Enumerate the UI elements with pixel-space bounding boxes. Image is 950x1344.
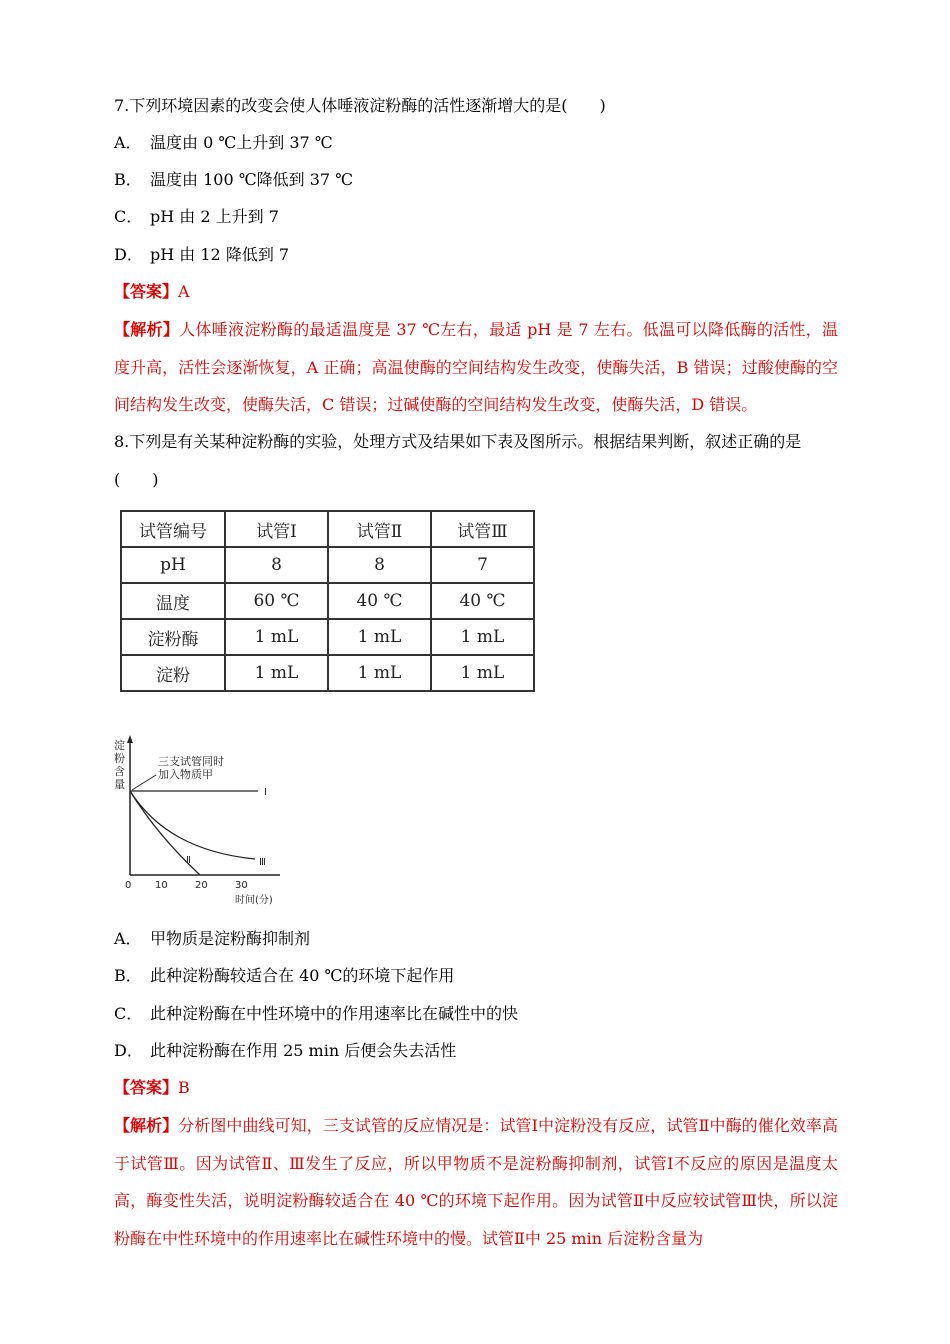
q7-analysis [114,311,838,424]
q7-option-c [114,206,279,228]
option-text: 此种淀粉酶在作用 25 min 后便会失去活性 [150,1041,457,1060]
table-cell: 淀粉 [121,655,225,691]
answer-tag: 【答案】 [114,282,179,301]
q8-option-b [114,965,454,987]
table-cell: 1 mL [328,619,431,655]
annotation-line2: 加入物质甲 [158,768,213,781]
table-cell: 1 mL [225,619,328,655]
option-letter: B． [114,170,142,189]
option-letter: C． [114,207,143,226]
y-label-char: 量 [114,778,125,791]
answer-value: B [178,1078,190,1097]
annotation-pointer [132,775,156,790]
q8-option-a [114,928,310,950]
table-cell: 40 ℃ [431,583,534,619]
table-header-cell: 试管Ⅰ [225,511,328,547]
x-tick: 20 [195,880,208,891]
y-label-char: 淀 [114,739,125,752]
table-header-cell: 试管Ⅱ [328,511,431,547]
table-header-cell: 试管编号 [121,511,225,547]
table-cell: 1 mL [328,655,431,691]
q8-option-d [114,1040,456,1062]
q8-answer [114,1077,190,1099]
table-header-cell: 试管Ⅲ [431,511,534,547]
table-row [121,655,534,691]
y-label-char: 含 [114,765,125,778]
option-text: 此种淀粉酶较适合在 40 ℃的环境下起作用 [150,966,455,985]
q7-option-d [114,244,289,266]
option-text: 温度由 100 ℃降低到 37 ℃ [150,170,354,189]
q7-option-b [114,169,353,191]
option-letter: C． [114,1004,143,1023]
option-letter: A． [114,133,142,152]
option-letter: B． [114,966,142,985]
starch-content-figure [110,735,290,910]
table-cell: 40 ℃ [328,583,431,619]
answer-value: A [178,282,190,301]
y-axis-arrow [127,735,133,743]
analysis-text: 分析图中曲线可知，三支试管的反应情况是：试管Ⅰ中淀粉没有反应，试管Ⅱ中酶的催化效率高于试管Ⅲ。因为试管Ⅱ、Ⅲ发生了反应，所以甲物质不是淀粉酶抑制剂，试管Ⅰ不反应的原因是温度太高，酶变性失活，说明淀粉酶较适合在 40 ℃的环境下起作用。因为试管Ⅱ中反应较试管Ⅲ快，所以淀粉酶在中性环境中的作用速率比在碱性环境中的慢。试管Ⅱ中 25 min 后淀粉含量为 [114,1116,838,1248]
table-cell: pH [121,547,225,583]
curve-label-ii: Ⅱ [186,855,191,866]
option-letter: D． [114,1041,143,1060]
option-letter: D． [114,245,143,264]
y-label-char: 粉 [114,752,125,765]
table-row [121,583,534,619]
experiment-table [120,510,535,692]
table-cell: 温度 [121,583,225,619]
table-cell: 1 mL [431,619,534,655]
table-cell: 1 mL [225,655,328,691]
answer-tag: 【答案】 [114,1078,179,1097]
annotation-line1: 三支试管同时 [158,755,224,768]
option-letter: A． [114,929,142,948]
table-cell: 1 mL [431,655,534,691]
x-tick: 10 [155,880,168,891]
table-cell: 8 [328,547,431,583]
curve-label-i: Ⅰ [264,787,267,798]
x-axis-label: 时间(分) [235,895,273,906]
q7-answer [114,281,190,303]
option-text: 甲物质是淀粉酶抑制剂 [150,929,311,948]
table-cell: 7 [431,547,534,583]
analysis-tag: 【解析】 [114,320,180,339]
option-text: pH 由 12 降低到 7 [150,245,290,264]
x-tick: 0 [125,880,132,891]
table-row [121,547,534,583]
table-cell: 淀粉酶 [121,619,225,655]
q8-option-c [114,1003,518,1025]
analysis-text: 人体唾液淀粉酶的最适温度是 37 ℃左右，最适 pH 是 7 左右。低温可以降低酶的活性，温度升高，活性会逐渐恢复，A 正确；高温使酶的空间结构发生改变，使酶失活，B 错误；过酸使酶的空间结构发生改变，使酶失活，C 错误；过碱使酶的空间结构发生改变，使酶失活，D 错误。 [114,320,838,414]
q8-analysis [114,1107,838,1257]
q7-option-a [114,132,333,154]
curve-label-iii: Ⅲ [259,857,266,868]
curve-iii [130,791,255,859]
q7-stem: 7.下列环境因素的改变会使人体唾液淀粉酶的活性逐渐增大的是( ) [114,96,606,115]
option-text: pH 由 2 上升到 7 [150,207,279,226]
q8-stem: 8.下列是有关某种淀粉酶的实验，处理方式及结果如下表及图所示。根据结果判断，叙述正确的是( ) [114,432,802,489]
option-text: 此种淀粉酶在中性环境中的作用速率比在碱性中的快 [150,1004,519,1023]
table-cell: 8 [225,547,328,583]
option-text: 温度由 0 ℃上升到 37 ℃ [150,133,333,152]
x-tick: 30 [235,880,248,891]
table-cell: 60 ℃ [225,583,328,619]
table-row [121,511,534,547]
table-row [121,619,534,655]
analysis-tag: 【解析】 [114,1116,179,1135]
